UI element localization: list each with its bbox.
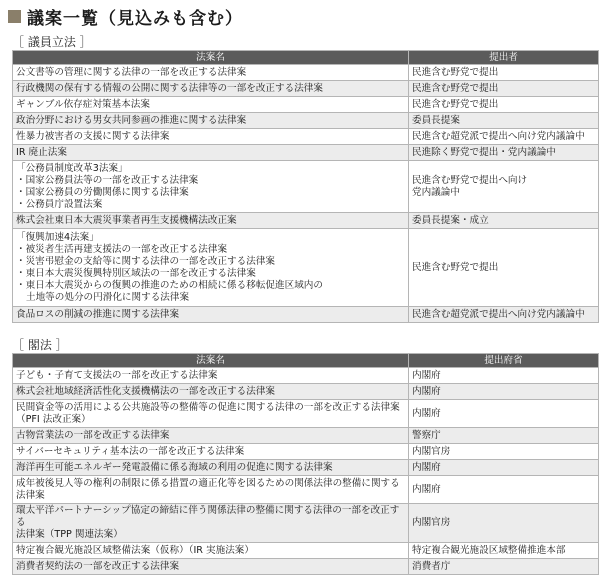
bill-name-line: 特定複合観光施設区域整備法案（仮称）（IR 実施法案） xyxy=(16,544,254,556)
bill-group xyxy=(13,229,409,307)
table-row xyxy=(13,476,599,504)
table-row xyxy=(13,213,599,229)
bill-name xyxy=(13,460,409,476)
bill-submitter: 民進含む超党派で提出へ向け党内議論中 xyxy=(409,129,599,145)
title-square-icon xyxy=(8,10,21,23)
giin-header-submitter: 提出者 xyxy=(409,51,599,65)
table-row xyxy=(13,400,599,428)
bill-name: ギャンブル依存症対策基本法案 xyxy=(13,97,409,113)
bill-name-line: 成年被後見人等の権利の制限に係る措置の適正化等を図るための関係法律の整備に関する xyxy=(16,477,400,489)
table-row xyxy=(13,428,599,444)
bill-submitter: 特定複合観光施設区域整備推進本部 xyxy=(409,543,599,559)
bill-submitter: 消費者庁 xyxy=(409,559,599,575)
table-row xyxy=(13,307,599,323)
bill-submitter xyxy=(409,161,599,213)
bill-name-line: （PFI 法改正案） xyxy=(16,413,91,425)
bill-submitter: 内閣府 xyxy=(409,368,599,384)
table-row xyxy=(13,113,599,129)
bill-name xyxy=(13,400,409,428)
bill-name xyxy=(13,428,409,444)
bill-group-item: ・東日本大震災復興特別区域法の一部を改正する法律案 xyxy=(16,267,256,279)
section-heading-kakuho: ［ 閣法 ］ xyxy=(12,338,68,352)
bill-name: 食品ロスの削減の推進に関する法律案 xyxy=(13,307,409,323)
bill-name-line: 民間資金等の活用による公共施設等の整備等の促進に関する法律の一部を改正する法律案 xyxy=(16,401,400,413)
giin-table xyxy=(12,50,599,323)
bill-submitter: 委員長提案・成立 xyxy=(409,213,599,229)
bill-name-line: 海洋再生可能エネルギー発電設備に係る海域の利用の促進に関する法律案 xyxy=(16,461,333,473)
bill-name xyxy=(13,444,409,460)
bill-group-item: ・国家公務員の労働関係に関する法律案 xyxy=(16,186,189,198)
table-row xyxy=(13,81,599,97)
table-row xyxy=(13,559,599,575)
bill-group-item-cont: 土地等の処分の円滑化に関する法律案 xyxy=(26,291,190,303)
bill-name xyxy=(13,368,409,384)
bill-name-line: 古物営業法の一部を改正する法律案 xyxy=(16,429,170,441)
bill-name-line: 株式会社地域経済活性化支援機構法の一部を改正する法律案 xyxy=(16,385,276,397)
bill-group-item: ・東日本大震災からの復興の推進のための相続に係る移転促進区域内の xyxy=(16,279,323,291)
bill-name xyxy=(13,543,409,559)
bill-submitter: 委員長提案 xyxy=(409,113,599,129)
bill-submitter: 内閣府 xyxy=(409,460,599,476)
bill-submitter: 警察庁 xyxy=(409,428,599,444)
kakuho-header-submitter: 提出府省 xyxy=(409,354,599,368)
bill-submitter: 民進除く野党で提出・党内議論中 xyxy=(409,145,599,161)
bill-submitter: 内閣官房 xyxy=(409,504,599,543)
bill-group-item: ・災害弔慰金の支給等に関する法律の一部を改正する法律案 xyxy=(16,255,276,267)
submitter-line: 民進含む野党で提出へ向け xyxy=(412,174,528,186)
bill-group-title: 「公務員制度改革3法案」 xyxy=(16,162,128,174)
bill-name-line: 環太平洋パートナーシップ協定の締結に伴う関係法律の整備に関する法律の一部を改正する xyxy=(16,505,400,528)
submitter-line: 党内議論中 xyxy=(412,186,460,198)
bill-submitter: 内閣府 xyxy=(409,476,599,504)
table-row xyxy=(13,368,599,384)
kakuho-header-name: 法案名 xyxy=(13,354,409,368)
bill-submitter: 内閣府 xyxy=(409,400,599,428)
bill-group-title: 「復興加速4法案」 xyxy=(16,231,99,243)
table-row xyxy=(13,161,599,213)
table-row xyxy=(13,145,599,161)
table-row xyxy=(13,384,599,400)
bill-name-line: サイバーセキュリティ基本法の一部を改正する法律案 xyxy=(16,445,245,457)
page-title-row xyxy=(8,4,243,28)
bill-name: 行政機関の保有する情報の公開に関する法律等の一部を改正する法律案 xyxy=(13,81,409,97)
bill-name xyxy=(13,504,409,543)
bill-submitter: 民進含む超党派で提出へ向け党内議論中 xyxy=(409,307,599,323)
table-row xyxy=(13,543,599,559)
bill-group-item: ・国家公務員法等の一部を改正する法律案 xyxy=(16,174,199,186)
table-row xyxy=(13,129,599,145)
bill-submitter: 民進含む野党で提出 xyxy=(409,229,599,307)
bill-name-line: 消費者契約法の一部を改正する法律案 xyxy=(16,560,180,572)
bill-group xyxy=(13,161,409,213)
table-row xyxy=(13,65,599,81)
bill-submitter: 民進含む野党で提出 xyxy=(409,81,599,97)
kakuho-table xyxy=(12,353,599,575)
bill-name-line: 子ども・子育て支援法の一部を改正する法律案 xyxy=(16,369,218,381)
bill-submitter: 内閣府 xyxy=(409,384,599,400)
bill-name: 株式会社東日本大震災事業者再生支援機構法改正案 xyxy=(13,213,409,229)
giin-header-name: 法案名 xyxy=(13,51,409,65)
bill-submitter: 民進含む野党で提出 xyxy=(409,97,599,113)
bill-name xyxy=(13,559,409,575)
bill-name-line: 法律案 xyxy=(16,489,45,501)
bill-name: 性暴力被害者の支援に関する法律案 xyxy=(13,129,409,145)
bill-name-line: 法律案（TPP 関連法案） xyxy=(16,529,123,540)
bill-name: IR 廃止法案 xyxy=(13,145,409,161)
bill-name xyxy=(13,476,409,504)
bill-submitter: 内閣官房 xyxy=(409,444,599,460)
bill-group-item: ・被災者生活再建支援法の一部を改正する法律案 xyxy=(16,243,228,255)
table-row xyxy=(13,229,599,307)
bill-name xyxy=(13,384,409,400)
table-row xyxy=(13,444,599,460)
page-title: 議案一覧（見込みも含む） xyxy=(27,8,243,29)
table-row xyxy=(13,504,599,543)
bill-group-item: ・公務員庁設置法案 xyxy=(16,198,103,210)
bill-name: 政治分野における男女共同参画の推進に関する法律案 xyxy=(13,113,409,129)
bill-submitter: 民進含む野党で提出 xyxy=(409,65,599,81)
section-heading-giin: ［ 議員立法 ］ xyxy=(12,35,92,49)
bill-name: 公文書等の管理に関する法律の一部を改正する法律案 xyxy=(13,65,409,81)
table-row xyxy=(13,97,599,113)
table-row xyxy=(13,460,599,476)
